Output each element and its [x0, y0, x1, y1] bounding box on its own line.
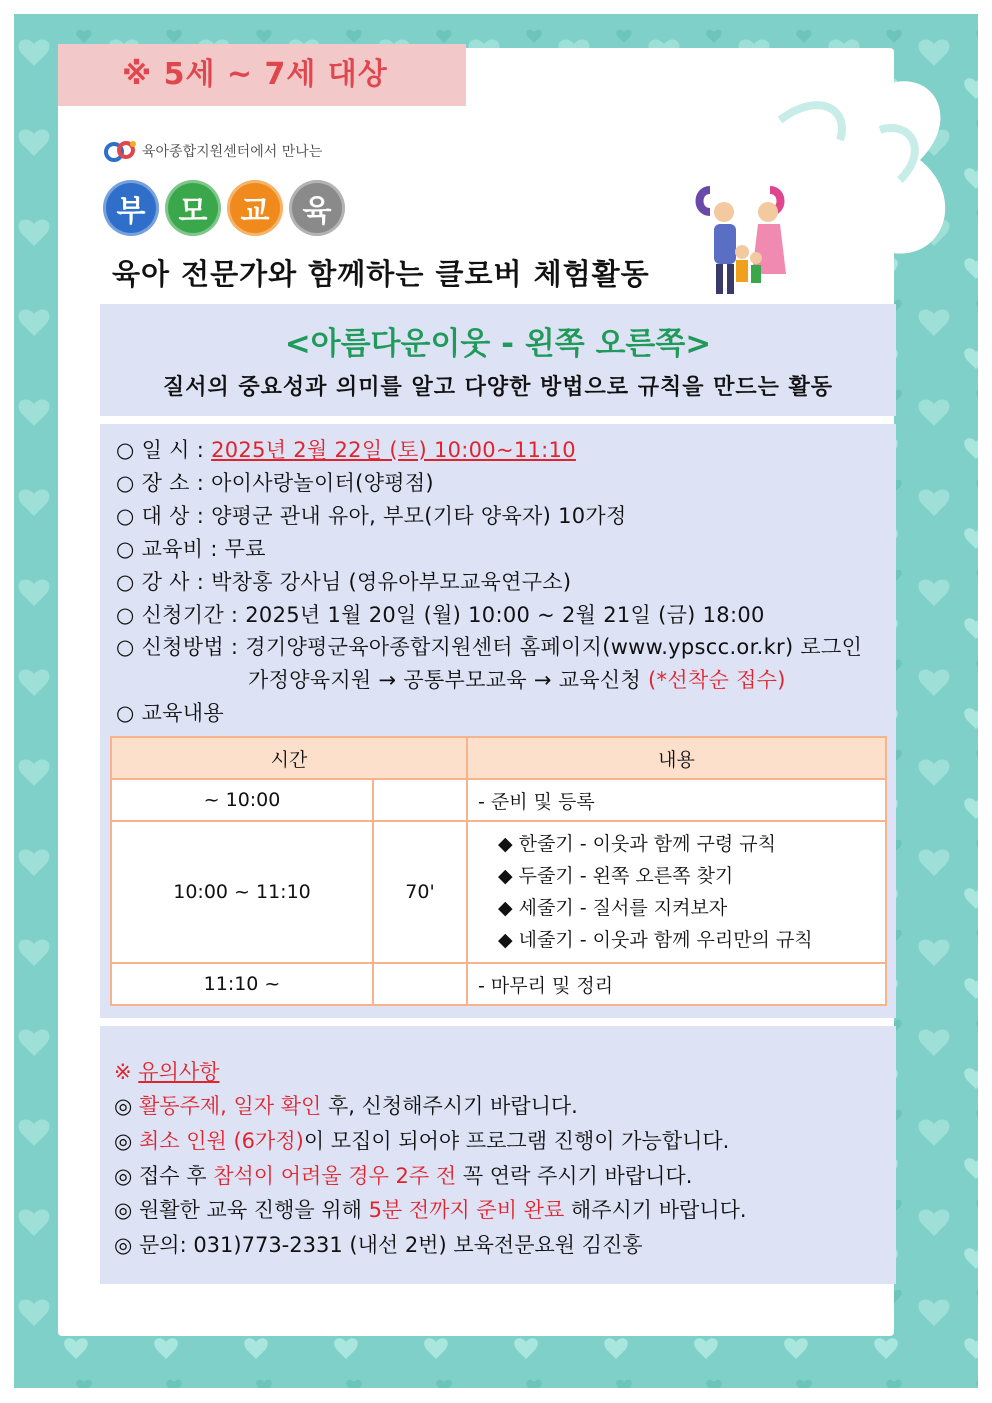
header-time: 시간	[111, 737, 467, 779]
logo-icon	[104, 138, 138, 164]
badge-gyo: 교	[227, 180, 283, 236]
notice-text: 해주시기 바랍니다.	[564, 1198, 747, 1222]
notice-line-1	[114, 1090, 578, 1120]
program-info-box	[100, 424, 896, 1018]
row-time: 11:10 ~	[111, 963, 373, 1005]
row-duration	[373, 963, 467, 1005]
table-header-row	[111, 737, 886, 779]
notice-title: 유의사항	[138, 1060, 220, 1084]
date-label: ○ 일 시 :	[116, 438, 205, 462]
info-fee: ○ 교육비 : 무료	[116, 537, 266, 561]
info-method-path	[248, 664, 786, 694]
date-value: 2025년 2월 22일 (토) 10:00~11:10	[211, 438, 576, 462]
program-subtitle: 질서의 중요성과 의미를 알고 다양한 방법으로 규칙을 만드는 활동	[162, 375, 834, 400]
notice-highlight: 최소 인원 (6가정)	[139, 1129, 304, 1153]
target-age-tag: ※ 5세 ~ 7세 대상	[58, 44, 466, 106]
program-title-box	[100, 304, 896, 416]
notice-text: 후, 신청해주시기 바랍니다.	[321, 1094, 578, 1118]
table-row	[111, 963, 886, 1005]
row-content	[467, 821, 886, 963]
headline: 육아 전문가와 함께하는 클로버 체험활동	[112, 257, 650, 291]
method-note: (*선착순 접수)	[648, 668, 786, 692]
info-period: ○ 신청기간 : 2025년 1월 20일 (월) 10:00 ~ 2월 21일 (금) 18:00	[116, 603, 765, 627]
notice-line-3	[114, 1160, 692, 1190]
program-title: <아름다운이웃 - 왼쪽 오른쪽>	[284, 326, 712, 362]
notice-heading	[114, 1056, 219, 1086]
header-content: 내용	[467, 737, 886, 779]
list-item: ◆ 세줄기 - 질서를 지켜보자	[498, 897, 728, 919]
notice-highlight: 활동주제, 일자 확인	[139, 1094, 322, 1118]
row-content: - 마무리 및 정리	[467, 963, 886, 1005]
method-path-text: 가정양육지원 → 공통부모교육 → 교육신청	[248, 668, 649, 692]
notice-box	[100, 1026, 896, 1284]
list-item: ◆ 한줄기 - 이웃과 함께 구령 규칙	[498, 833, 776, 855]
center-logo	[104, 138, 322, 164]
row-duration: 70'	[373, 821, 467, 963]
list-item: ◆ 두줄기 - 왼쪽 오른쪽 찾기	[498, 865, 734, 887]
badge-bu: 부	[103, 180, 159, 236]
list-item: ◆ 네줄기 - 이웃과 함께 우리만의 규칙	[498, 929, 813, 951]
notice-line-4	[114, 1194, 747, 1224]
schedule-table	[110, 736, 887, 1006]
notice-contact: ◎ 문의: 031)773-2331 (내선 2번) 보육전문요원 김진홍	[114, 1233, 643, 1257]
notice-text: 꼭 연락 주시기 바랍니다.	[456, 1164, 693, 1188]
notice-highlight: 5분 전까지 준비 완료	[368, 1198, 565, 1222]
row-time: 10:00 ~ 11:10	[111, 821, 373, 963]
info-method: ○ 신청방법 : 경기양평군육아종합지원센터 홈페이지(www.ypscc.or.kr) 로그인	[116, 635, 863, 659]
notice-mark: ※	[114, 1060, 139, 1084]
row-duration	[373, 779, 467, 821]
notice-text: ◎ 원활한 교육 진행을 위해	[114, 1198, 369, 1222]
activity-list	[478, 828, 884, 956]
badge-mo: 모	[165, 180, 221, 236]
info-place: ○ 장 소 : 아이사랑놀이터(양평점)	[116, 471, 434, 495]
info-content-label: ○ 교육내용	[116, 701, 224, 725]
logo-text: 육아종합지원센터에서 만나는	[142, 144, 323, 160]
info-date	[116, 434, 576, 464]
family-illustration	[690, 180, 810, 300]
notice-highlight: 참석이 어려울 경우 2주 전	[213, 1164, 457, 1188]
info-target: ○ 대 상 : 양평군 관내 유아, 부모(기타 양육자) 10가정	[116, 504, 627, 528]
row-content: - 준비 및 등록	[467, 779, 886, 821]
info-instructor: ○ 강 사 : 박창홍 강사님 (영유아부모교육연구소)	[116, 570, 572, 594]
table-row	[111, 779, 886, 821]
notice-text: ◎	[114, 1129, 139, 1153]
notice-text: ◎	[114, 1094, 139, 1118]
notice-text: ◎ 접수 후	[114, 1164, 214, 1188]
notice-text: 이 모집이 되어야 프로그램 진행이 가능합니다.	[303, 1129, 730, 1153]
table-row	[111, 821, 886, 963]
badge-yuk: 육	[289, 180, 345, 236]
notice-line-2	[114, 1125, 729, 1155]
row-time: ~ 10:00	[111, 779, 373, 821]
parent-education-badges	[103, 180, 345, 236]
